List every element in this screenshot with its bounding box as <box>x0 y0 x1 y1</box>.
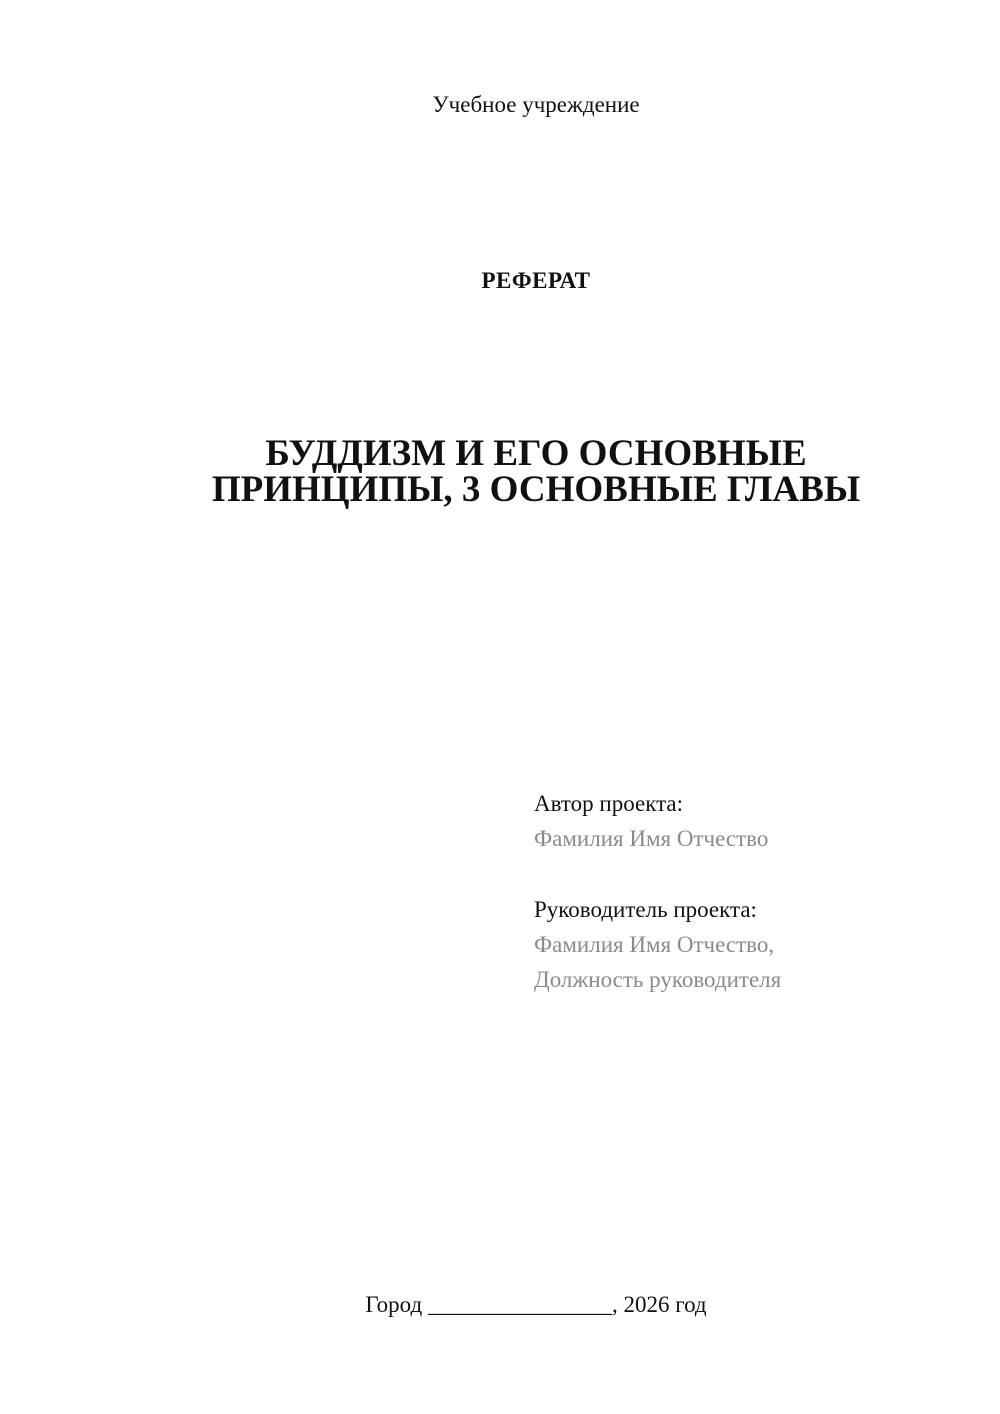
author-label: Автор проекта: <box>534 791 683 816</box>
city-year-line: Город ________________, 2026 год <box>365 1292 707 1317</box>
credits-block <box>534 786 974 997</box>
document-type: РЕФЕРАТ <box>481 268 591 293</box>
supervisor-name: Фамилия Имя Отчество, <box>534 932 775 957</box>
supervisor-label: Руководитель проекта: <box>534 897 757 922</box>
document-title-line-1: БУДДИЗМ И ЕГО ОСНОВНЫЕ <box>265 433 807 474</box>
document-title <box>0 433 1000 510</box>
author-name: Фамилия Имя Отчество <box>534 826 769 851</box>
supervisor-position: Должность руководителя <box>534 967 782 992</box>
institution-name: Учебное учреждение <box>432 92 640 117</box>
document-title-line-2: ПРИНЦИПЫ, 3 ОСНОВНЫЕ ГЛАВЫ <box>211 469 861 510</box>
credits-spacer <box>534 856 974 892</box>
